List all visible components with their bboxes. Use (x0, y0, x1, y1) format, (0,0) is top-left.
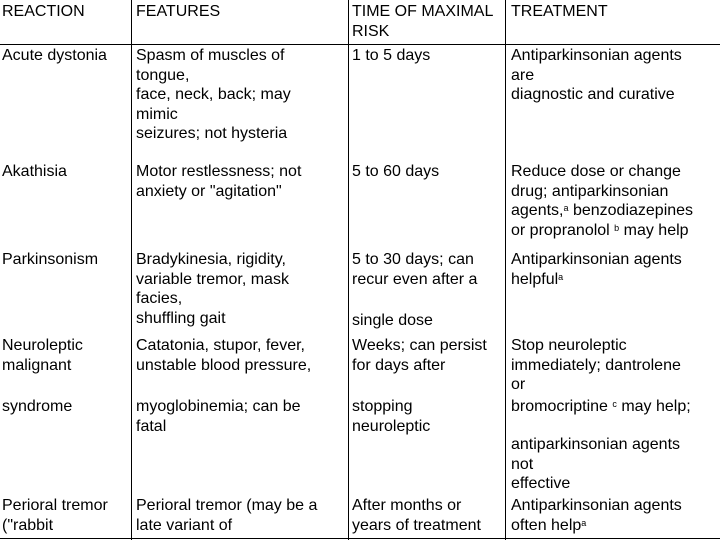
row1-reaction: Acute dystonia (2, 47, 107, 64)
row5-features: Perioral tremor (may be a late variant of (136, 497, 318, 534)
row3-time-part1 (352, 250, 477, 289)
row3-reaction: Parkinsonism (2, 251, 99, 268)
footnote-marker-a: a (563, 203, 569, 213)
bottom-divider (0, 538, 720, 539)
row5-treatment-text: Antiparkinsonian agents often help (511, 497, 682, 534)
row4-features-part1: Catatonia, stupor, fever, unstable blood pressure, (136, 337, 312, 374)
column-divider-3 (505, 0, 506, 540)
row5-reaction: Perioral tremor ("rabbit (2, 497, 108, 534)
row4-treatment-line2b: may help; (616, 398, 691, 415)
row4-reaction-part2: syndrome (2, 398, 73, 415)
row4-treatment-part3: antiparkinsonian agents not effective (511, 436, 681, 492)
row4-time-part1: Weeks; can persist for days after (352, 337, 487, 374)
header-row-divider (0, 44, 720, 45)
column-divider-1 (131, 0, 132, 540)
row4-treatment-part1: Stop neuroleptic immediately; dantrolene or (511, 337, 681, 393)
footnote-marker-c: c (612, 399, 617, 409)
header-treatment: TREATMENT (511, 3, 608, 20)
header-features: FEATURES (136, 3, 221, 20)
row3-time-line1: 5 to 30 days; can (352, 251, 474, 268)
row2-features: Motor restlessness; not anxiety or "agitation" (136, 163, 302, 200)
row2-time: 5 to 60 days (352, 163, 440, 180)
row4-time-part2: stopping neuroleptic (352, 398, 431, 435)
header-reaction: REACTION (2, 3, 85, 20)
row3-treatment-line2: helpful (511, 270, 559, 288)
footnote-marker-b: b (614, 222, 620, 233)
row3-treatment-line1: Antiparkinsonian agents (511, 251, 682, 268)
footnote-marker-a: a (558, 271, 564, 282)
row4-treatment-line2a: bromocriptine (511, 398, 613, 415)
row2-treatment-line1: Reduce dose or change (511, 163, 681, 180)
row2-treatment-line4b: may help (619, 221, 689, 239)
row3-time-line2: recur even after a (352, 270, 478, 288)
row2-treatment-line2: drug; antiparkinsonian (511, 182, 669, 200)
row4-features-part2: myoglobinemia; can be fatal (136, 398, 301, 435)
column-divider-2 (348, 0, 349, 540)
row1-time: 1 to 5 days (352, 47, 431, 64)
row2-treatment-line3b: benzodiazepines (568, 202, 694, 219)
row2-treatment-line3a: agents, (511, 202, 564, 219)
row1-treatment: Antiparkinsonian agents are diagnostic and curative (511, 47, 682, 103)
row4-treatment-part2 (511, 397, 691, 417)
row5-time: After months or years of treatment (352, 497, 481, 534)
row1-features: Spasm of muscles of tongue, face, neck, back; may mimic seizures; not hysteria (136, 47, 291, 142)
row3-treatment (511, 250, 682, 289)
row5-treatment (511, 496, 682, 535)
row2-treatment (511, 162, 693, 240)
row4-reaction-part1: Neuroleptic malignant (2, 337, 83, 374)
header-time-of-maximal-risk: TIME OF MAXIMAL RISK (352, 3, 494, 40)
row2-treatment-line4a: or propranolol (511, 221, 615, 239)
row2-reaction: Akathisia (2, 163, 67, 180)
footnote-marker-a: a (581, 517, 587, 528)
row3-time-line3: single dose (352, 312, 433, 329)
row3-features: Bradykinesia, rigidity, variable tremor, mask facies, shuffling gait (136, 251, 289, 327)
